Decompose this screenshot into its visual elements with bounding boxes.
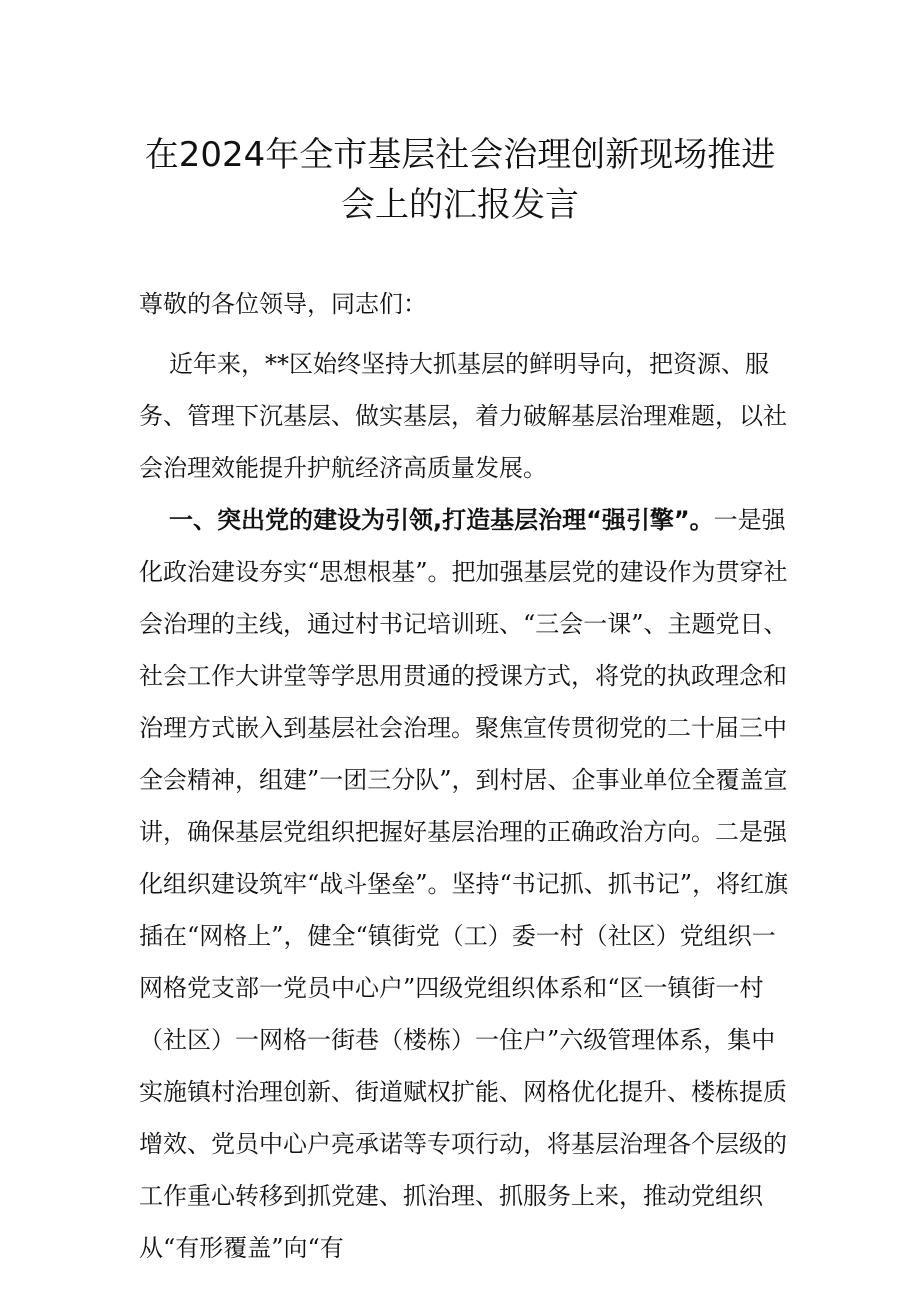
document-title-line-1: 在2024年全市基层社会治理创新现场推进	[144, 135, 776, 175]
section-one-paragraph	[139, 494, 789, 1274]
intro-paragraph: 近年来，**区始终坚持大抓基层的鲜明导向，把资源、服务、管理下沉基层、做实基层，着力破解基层治理难题，以社会治理效能提升护航经济高质量发展。	[139, 350, 787, 482]
document-title-line-2: 会上的汇报发言	[341, 185, 579, 225]
greeting-paragraph: 尊敬的各位领导，同志们：	[139, 290, 427, 318]
section-one-heading: 一、突出党的建设为引领,打造基层治理“强引擎”。	[169, 506, 714, 534]
section-one-body: 一是强化政治建设夯实“思想根基”。把加强基层党的建设作为贯穿社会治理的主线，通过村书记培训班、“三会一课”、主题党日、社会工作大讲堂等学思用贯通的授课方式，将党的执政理念和治理方式嵌入到基层社会治理。聚焦宣传贯彻党的二十届三中全会精神，组建”一团三分队”，到村居、企事业单位全覆盖宣讲，确保基层党组织把握好基层治理的正确政治方向。二是强化组织建设筑牢“战斗堡垒”。坚持“书记抓、抓书记”，将红旗插在“网格上”，健全“镇街党（工）委一村（社区）党组织一网格党支部一党员中心户”四级党组织体系和“区一镇街一村（社区）一网格一街巷（楼栋）一住户”六级管理体系，集中实施镇村治理创新、街道赋权扩能、网格优化提升、楼栋提质增效、党员中心户亮承诺等专项行动，将基层治理各个层级的工作重心转移到抓党建、抓治理、抓服务上来，推动党组织从“有形覆盖”向“有	[139, 506, 789, 1262]
